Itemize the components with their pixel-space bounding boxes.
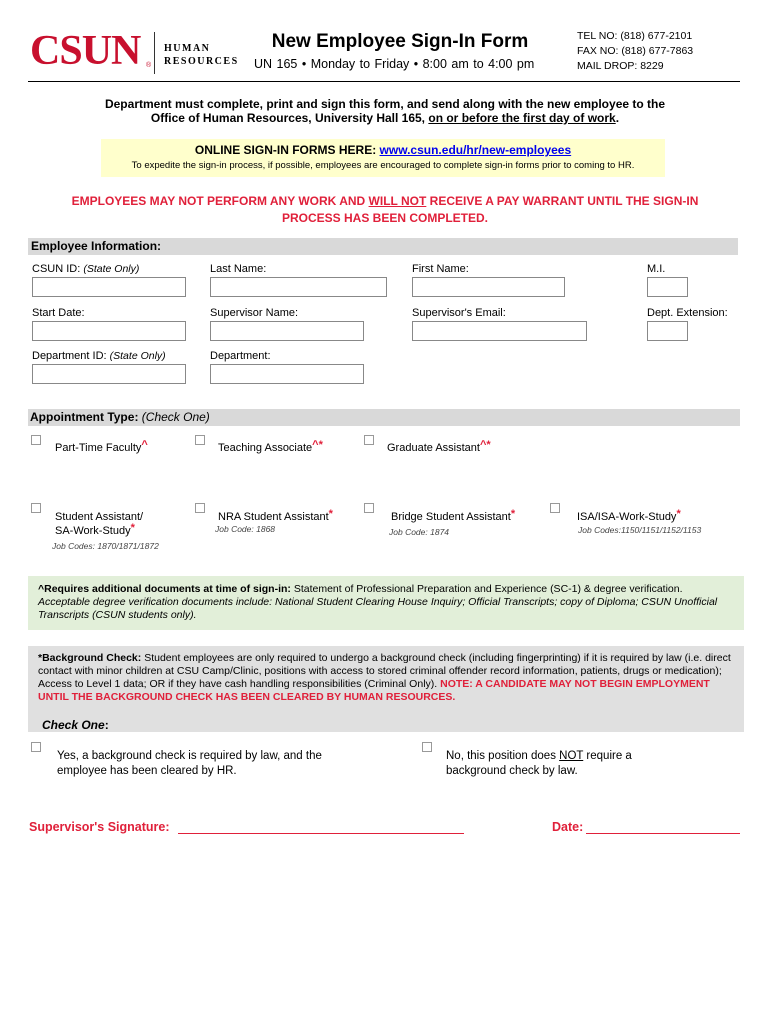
date-field[interactable] — [586, 821, 740, 834]
checkbox-nra-student-assistant[interactable] — [195, 503, 205, 513]
department-field[interactable] — [210, 364, 364, 384]
supervisor-signature-field[interactable] — [178, 821, 464, 834]
option-student-assistant — [55, 510, 143, 538]
job-code-nra-student-assistant: Job Code: 1868 — [215, 524, 276, 534]
option-mark: ^ — [141, 439, 148, 451]
option-graduate-assistant — [387, 441, 491, 455]
logo-registered-mark: ® — [146, 62, 152, 69]
option-mark: ^* — [312, 439, 323, 451]
check-one-colon: : — [104, 718, 109, 732]
no-line1 — [446, 749, 632, 764]
option-mark: * — [676, 508, 681, 520]
option-part-time-faculty — [55, 441, 148, 455]
supervisor-email-field[interactable] — [412, 321, 587, 341]
date-label: Date: — [552, 820, 584, 834]
supervisor-name-field[interactable] — [210, 321, 364, 341]
job-codes-student-assistant: Job Codes: 1870/1871/1872 — [52, 541, 159, 551]
header-divider — [28, 81, 740, 82]
online-forms-label: ONLINE SIGN-IN FORMS HERE: — [194, 143, 380, 157]
intro-line2 — [80, 111, 690, 125]
csun-id-note: (State Only) — [83, 263, 140, 275]
supervisor-name-label: Supervisor Name: — [210, 307, 299, 319]
yes-line1: Yes, a background check is required by law, and the — [57, 750, 322, 762]
logo-divider — [154, 32, 155, 74]
online-forms-heading — [101, 143, 665, 157]
supervisor-signature-label: Supervisor's Signature: — [29, 820, 170, 834]
checkbox-bridge-student-assistant[interactable] — [364, 503, 374, 513]
checkbox-student-assistant[interactable] — [31, 503, 41, 513]
option-background-check-no — [446, 749, 632, 779]
department-id-label-text: Department ID: — [32, 350, 110, 362]
intro-instructions — [80, 97, 690, 125]
appointment-type-heading — [30, 410, 210, 424]
appointment-type-note: (Check One) — [141, 410, 210, 424]
additional-documents-note — [38, 583, 740, 622]
intro-deadline: on or before the first day of work — [428, 111, 616, 125]
warning-will-not: WILL NOT — [368, 194, 427, 208]
no-prefix: No, this position does — [446, 750, 560, 762]
option-bridge-student-assistant — [391, 510, 515, 524]
start-date-label: Start Date: — [32, 307, 85, 319]
mi-label: M.I. — [647, 263, 666, 275]
option-label: NRA Student Assistant — [218, 511, 329, 523]
form-title: New Employee Sign-In Form — [271, 31, 529, 52]
employee-info-heading: Employee Information: — [31, 239, 162, 253]
yes-line2: employee has been cleared by HR. — [57, 765, 237, 777]
background-check-warning: NOTE: A CANDIDATE MAY NOT BEGIN EMPLOYMENT UNTIL THE BACKGROUND CHECK HAS BEEN CLEARED BY HUMAN RESOURCES. — [38, 678, 710, 703]
option-mark: * — [510, 508, 516, 520]
checkbox-background-check-no[interactable] — [422, 742, 432, 752]
check-one-text: Check One — [42, 718, 105, 732]
additional-documents-heading: ^Requires additional documents at time of sign-in: — [38, 583, 294, 595]
option-label: Part-Time Faculty — [55, 442, 142, 454]
option-isa-work-study — [577, 510, 681, 524]
csun-id-field[interactable] — [32, 277, 186, 297]
option-label: ISA/ISA-Work-Study — [577, 511, 677, 523]
intro-line2-suffix: . — [615, 111, 620, 125]
online-forms-note: To expedite the sign-in process, if possible, employees are encouraged to complete sign-in forms prior to coming to HR. — [131, 160, 635, 171]
additional-documents-text: Statement of Professional Preparation and Experience (SC-1) & degree verification. — [293, 583, 683, 595]
background-check-text: Student employees are only required to undergo a background check (including fingerprinting) if it is required by law (i.e. direct contact with minor children at CSU Camp/Clinic, positions with access to stored criminal offender record information, patients, drugs or medication); Access to Level 1 data; OR if they have cash handling responsibilities (Criminal Only). — [38, 652, 731, 690]
appointment-type-label: Appointment Type: — [30, 410, 142, 424]
option-label: Teaching Associate — [218, 442, 313, 454]
checkbox-teaching-associate[interactable] — [195, 435, 205, 445]
warning-part1: EMPLOYEES MAY NOT PERFORM ANY WORK AND — [71, 194, 369, 208]
warning-line2: PROCESS HAS BEEN COMPLETED. — [281, 211, 489, 225]
option-mark: ^* — [479, 439, 491, 451]
no-line2: background check by law. — [446, 765, 578, 777]
pay-warrant-warning — [40, 193, 730, 227]
background-check-note — [38, 652, 740, 704]
option-mark: * — [130, 522, 135, 534]
option-label-line2 — [55, 524, 143, 538]
mail-drop: MAIL DROP: 8229 — [577, 60, 664, 72]
checkbox-background-check-yes[interactable] — [31, 742, 41, 752]
fax-number: FAX NO: (818) 677-7863 — [577, 45, 694, 57]
degree-verification-note: Acceptable degree verification documents include: National Student Clearing House Inquiry; Official Transcripts; copy of Diploma; CSUN Unofficial Transcripts (CSUN students only). — [38, 596, 718, 621]
checkbox-isa-work-study[interactable] — [550, 503, 560, 513]
department-label: Department: — [210, 350, 271, 362]
check-one-label — [42, 718, 109, 732]
option-label: Student Assistant/ — [55, 511, 144, 523]
job-code-bridge-student-assistant: Job Code: 1874 — [389, 527, 450, 537]
warning-part2: RECEIVE A PAY WARRANT UNTIL THE SIGN-IN — [426, 194, 699, 208]
option-label: Graduate Assistant — [387, 442, 480, 454]
option-label-2: SA-Work-Study — [55, 525, 131, 537]
department-id-note: (State Only) — [109, 350, 166, 362]
supervisor-email-label: Supervisor's Email: — [412, 307, 506, 319]
logo-department-line2: RESOURCES — [164, 56, 239, 67]
no-suffix: require a — [583, 750, 632, 762]
contact-info — [577, 29, 693, 74]
last-name-field[interactable] — [210, 277, 387, 297]
first-name-label: First Name: — [412, 263, 469, 275]
checkbox-part-time-faculty[interactable] — [31, 435, 41, 445]
no-not: NOT — [559, 750, 584, 762]
logo-department — [164, 42, 239, 68]
option-teaching-associate — [218, 441, 323, 455]
option-nra-student-assistant — [218, 510, 333, 524]
intro-line1: Department must complete, print and sign this form, and send along with the new employee to the — [104, 97, 666, 111]
warning-line1 — [40, 193, 730, 210]
option-background-check-yes — [57, 749, 322, 779]
mi-field[interactable] — [647, 277, 688, 297]
dept-extension-label: Dept. Extension: — [647, 307, 728, 319]
department-id-label — [32, 350, 166, 362]
first-name-field[interactable] — [412, 277, 565, 297]
start-date-field[interactable] — [32, 321, 186, 341]
csun-id-label — [32, 263, 139, 275]
dept-extension-field[interactable] — [647, 321, 688, 341]
office-hours: UN 165 • Monday to Friday • 8:00 am to 4:00 pm — [254, 57, 535, 71]
tel-number: TEL NO: (818) 677-2101 — [577, 30, 693, 42]
csun-id-label-text: CSUN ID: — [32, 263, 84, 275]
intro-line2-prefix: Office of Human Resources, University Hall 165, — [150, 111, 429, 125]
option-label: Bridge Student Assistant — [391, 511, 511, 523]
job-codes-isa-work-study: Job Codes:1150/1151/1152/1153 — [578, 525, 702, 535]
logo-department-line1: HUMAN — [164, 43, 211, 54]
department-id-field[interactable] — [32, 364, 186, 384]
last-name-label: Last Name: — [210, 263, 267, 275]
csun-logo: CSUN — [30, 28, 141, 74]
online-forms-link[interactable]: www.csun.edu/hr/new-employees — [379, 143, 572, 157]
checkbox-graduate-assistant[interactable] — [364, 435, 374, 445]
background-check-heading: *Background Check: — [38, 652, 145, 664]
option-mark: * — [328, 508, 333, 520]
